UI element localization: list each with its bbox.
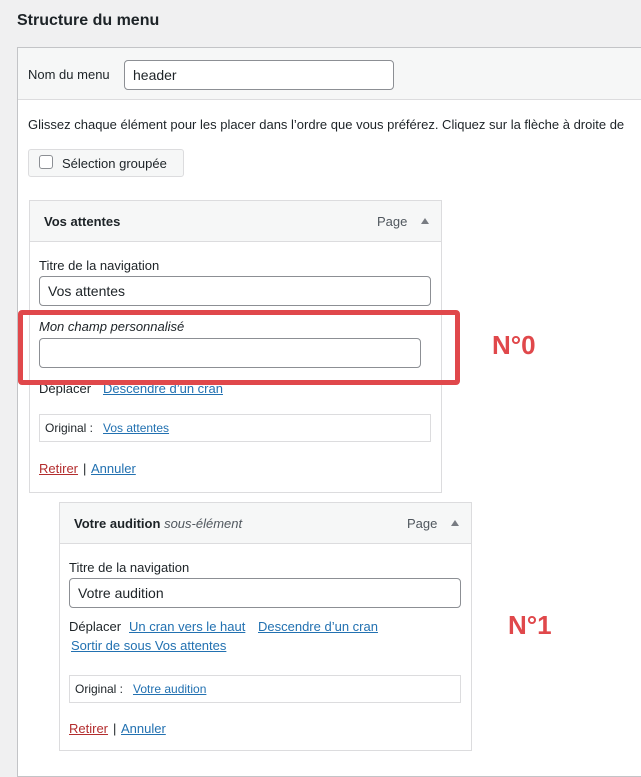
- original-link[interactable]: Vos attentes: [103, 421, 170, 435]
- menu-item-title: Vos attentes: [44, 214, 121, 229]
- original-label: Original :: [45, 421, 94, 435]
- nav-title-label: Titre de la navigation: [69, 560, 190, 575]
- collapse-arrow-icon[interactable]: [451, 520, 459, 526]
- move-label: Déplacer: [69, 619, 122, 634]
- remove-link[interactable]: Retirer: [69, 721, 109, 736]
- menu-item-type: Page: [377, 214, 408, 229]
- menu-item-type: Page: [407, 516, 438, 531]
- menu-item-title-text: Votre audition: [74, 516, 161, 531]
- separator: |: [113, 721, 117, 736]
- menu-name-input[interactable]: [124, 60, 394, 90]
- move-down-link[interactable]: Descendre d’un cran: [103, 381, 223, 396]
- cancel-link[interactable]: Annuler: [91, 461, 136, 476]
- instructions-text: Glissez chaque élément pour les placer dans l’ordre que vous préférez. Cliquez sur la flèche à droite de: [28, 117, 625, 132]
- collapse-arrow-icon[interactable]: [421, 218, 429, 224]
- original-box: [39, 414, 431, 442]
- cancel-link[interactable]: Annuler: [121, 721, 166, 736]
- custom-field-label: Mon champ personnalisé: [39, 319, 185, 334]
- separator: |: [83, 461, 87, 476]
- bulk-select-checkbox[interactable]: [39, 155, 53, 169]
- menu-item-title: [74, 516, 242, 531]
- subitem-label: sous-élément: [164, 516, 243, 531]
- move-out-link[interactable]: Sortir de sous Vos attentes: [71, 638, 227, 653]
- move-down-link[interactable]: Descendre d’un cran: [258, 619, 378, 634]
- move-label: Déplacer: [39, 381, 92, 396]
- move-up-link[interactable]: Un cran vers le haut: [129, 619, 246, 634]
- original-box: [69, 675, 461, 703]
- menu-name-label: Nom du menu: [28, 67, 110, 82]
- nav-title-input[interactable]: [39, 276, 431, 306]
- original-link[interactable]: Votre audition: [133, 682, 207, 696]
- nav-title-input[interactable]: [69, 578, 461, 608]
- page-title: Structure du menu: [17, 12, 160, 29]
- original-label: Original :: [75, 682, 124, 696]
- bulk-select-label: Sélection groupée: [62, 156, 167, 171]
- highlight-box: [18, 310, 460, 385]
- remove-link[interactable]: Retirer: [39, 461, 79, 476]
- annotation-n0: N°0: [492, 330, 536, 360]
- annotation-n1: N°1: [508, 610, 552, 640]
- nav-title-label: Titre de la navigation: [39, 258, 160, 273]
